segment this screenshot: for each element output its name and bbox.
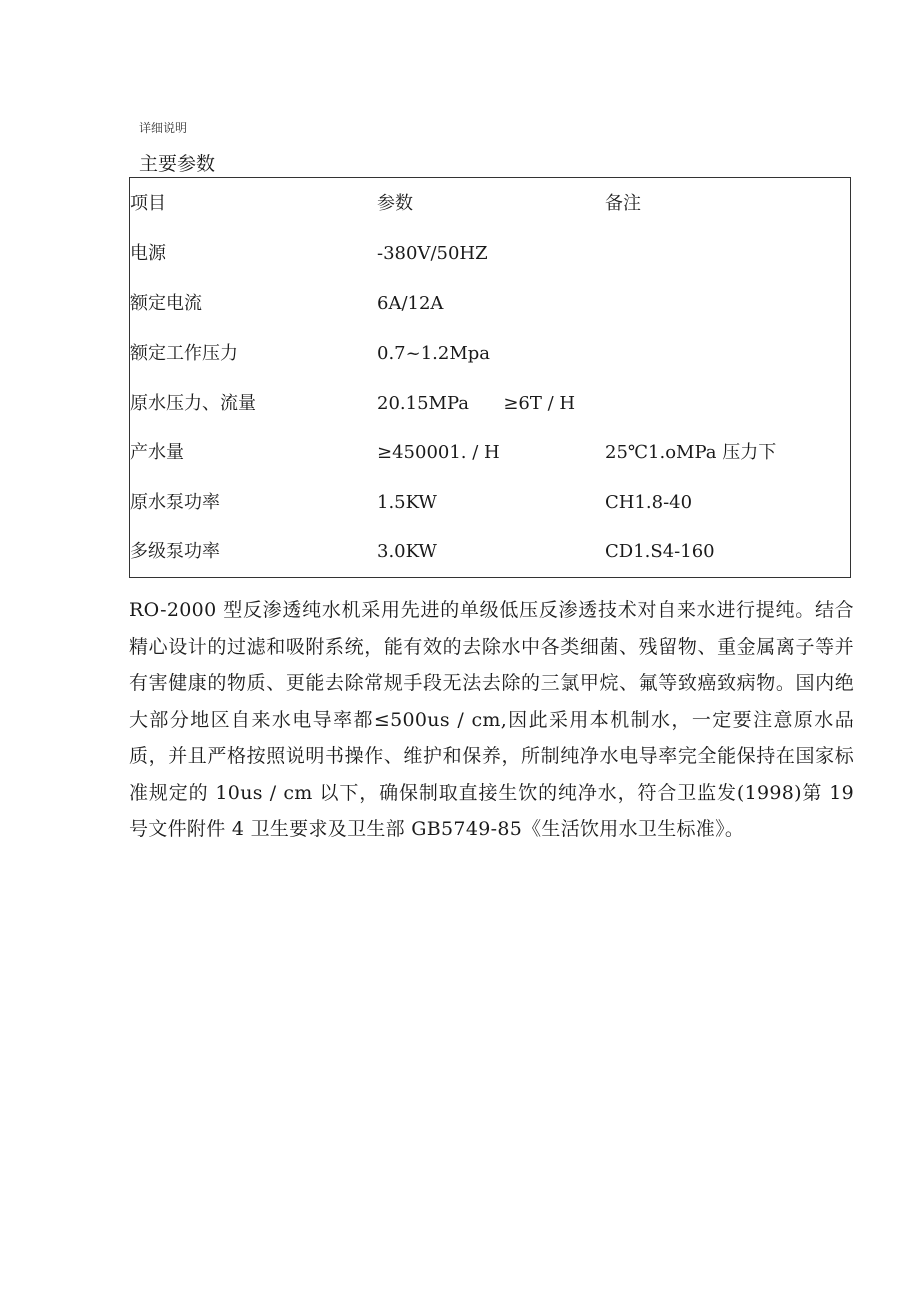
table-cell: 原水泵功率 (130, 492, 220, 513)
section-title: 主要参数 (139, 153, 216, 175)
table-cell: 额定工作压力 (130, 343, 238, 364)
table-cell: CD1.S4-160 (605, 541, 715, 562)
table-cell: 额定电流 (130, 293, 202, 314)
table-row (130, 488, 850, 518)
table-cell: 0.7~1.2Mpa (377, 343, 491, 364)
table-cell: 多级泵功率 (130, 541, 220, 562)
table-cell: 备注 (605, 193, 641, 214)
parameters-table (129, 177, 851, 578)
table-cell: 3.0KW (377, 541, 437, 562)
table-row (130, 389, 850, 419)
table-cell: 6A/12A (377, 293, 444, 314)
table-cell: ≥450001. / H (377, 442, 500, 463)
table-cell: 原水压力、流量 (130, 393, 256, 414)
table-cell: 25℃1.oMPa 压力下 (605, 442, 777, 463)
table-row (130, 239, 850, 269)
table-cell: -380V/50HZ (377, 243, 488, 264)
table-cell: 电源 (130, 243, 166, 264)
table-row (130, 289, 850, 319)
table-cell: 参数 (377, 193, 413, 214)
table-row (130, 438, 850, 468)
table-row (130, 537, 850, 567)
table-cell: CH1.8-40 (605, 492, 693, 513)
table-header-row (130, 189, 850, 219)
table-row (130, 339, 850, 369)
table-cell: 产水量 (130, 442, 184, 463)
description-paragraph: RO-2000 型反渗透纯水机采用先进的单级低压反渗透技术对自来水进行提纯。结合精心设计的过滤和吸附系统，能有效的去除水中各类细菌、残留物、重金属离子等并有害健康的物质、更能去除常规手段无法去除的三氯甲烷、氟等致癌致病物。国内绝大部分地区自来水电导率都≤500us / cm,因此采用本机制水，一定要注意原水品质，并且严格按照说明书操作、维护和保养，所制纯净水电导率完全能保持在国家标准规定的 10us / cm 以下，确保制取直接生饮的纯净水，符合卫监发(1998)第 19 号文件附件 4 卫生要求及卫生部 GB5749-85《生活饮用水卫生标准》。 (129, 599, 854, 840)
detail-heading: 详细说明 (139, 121, 188, 135)
table-cell: 20.15MPa ≥6T / H (377, 393, 576, 414)
table-cell: 项目 (130, 193, 166, 214)
table-cell: 1.5KW (377, 492, 437, 513)
